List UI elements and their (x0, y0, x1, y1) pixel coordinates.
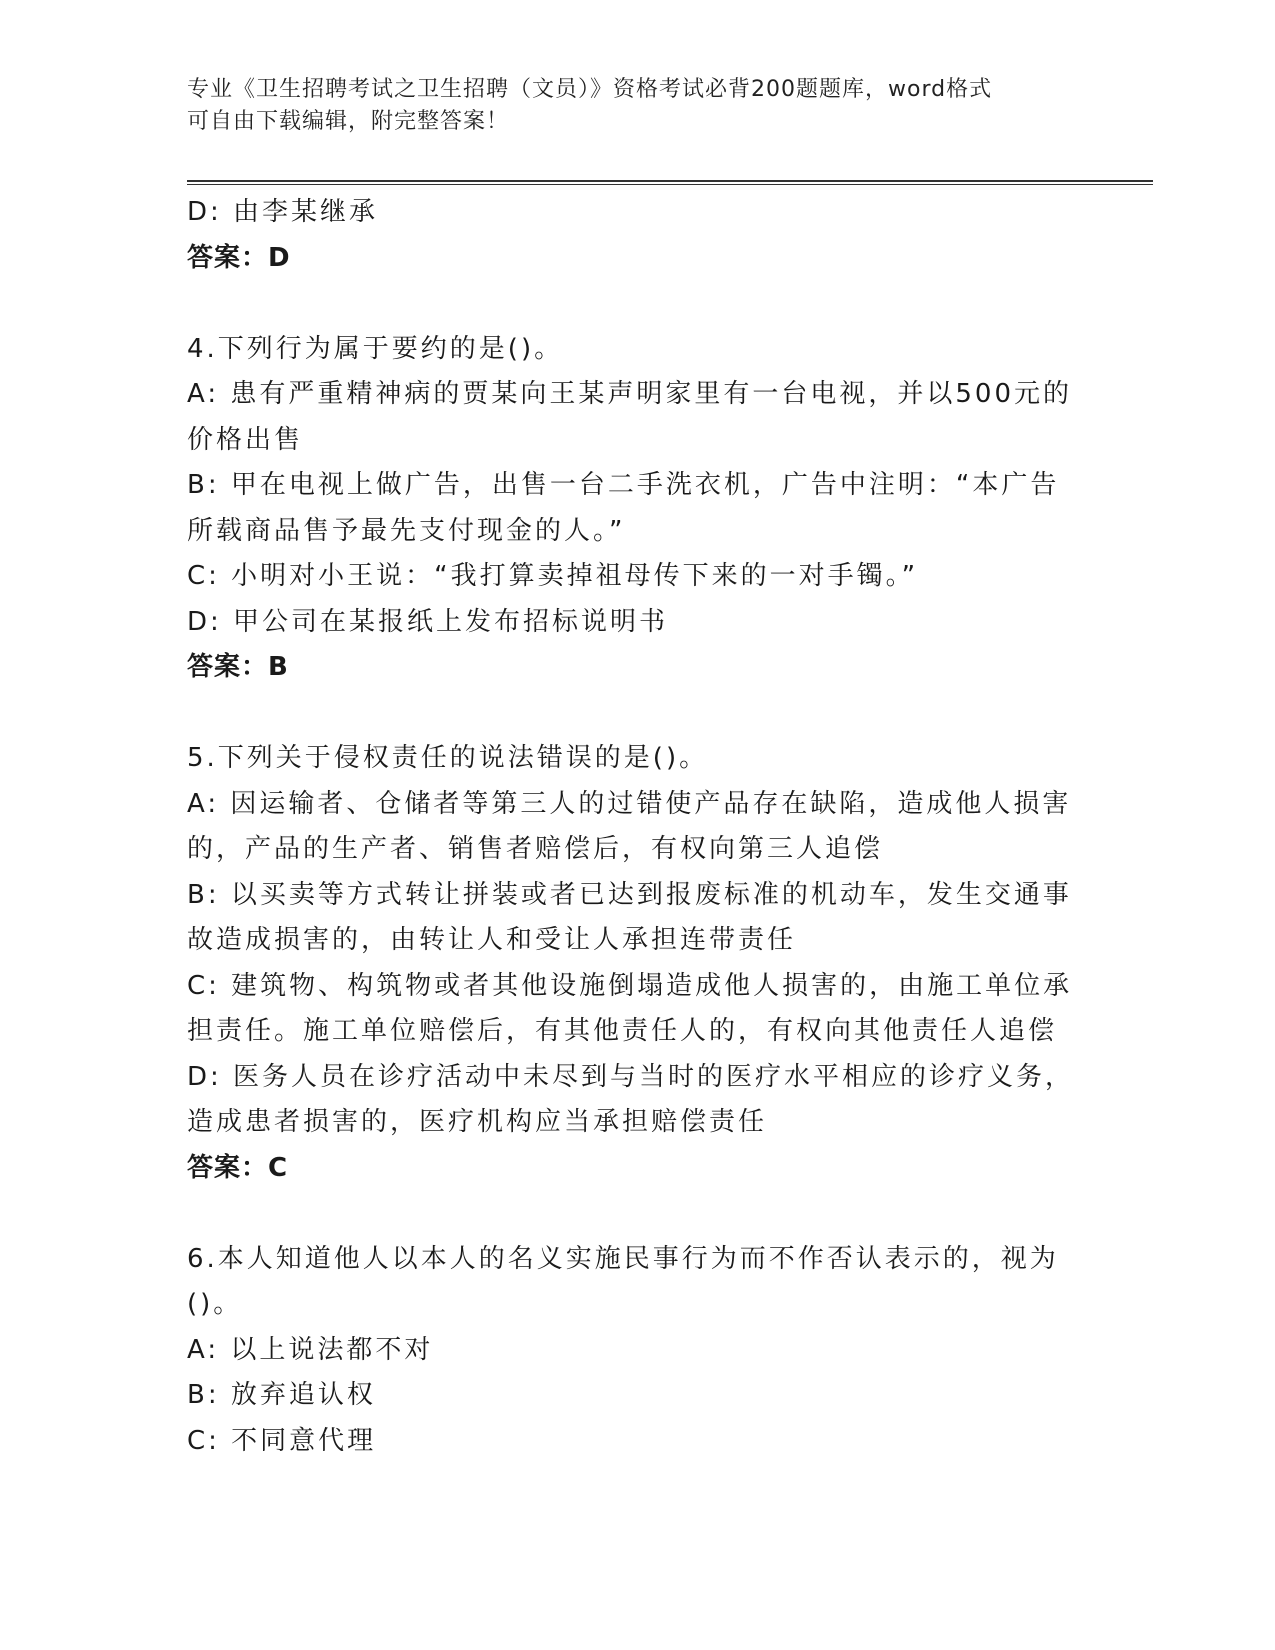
option-b: B: 甲在电视上做广告，出售一台二手洗衣机，广告中注明：“本广告 (187, 470, 1060, 500)
header-divider (187, 180, 1153, 185)
question-stem: 6.本人知道他人以本人的名义实施民事行为而不作否认表示的，视为 (187, 1243, 1059, 1274)
option-b: B: 放弃追认权 (187, 1380, 376, 1410)
spacer (187, 1191, 1087, 1237)
spacer (187, 691, 1087, 737)
question-3-tail (187, 190, 1087, 281)
answer: 答案：B (187, 652, 289, 682)
option-b: B: 以买卖等方式转让拼装或者已达到报废标准的机动车，发生交通事 (187, 879, 1072, 910)
option-c-continued: 担责任。施工单位赔偿后，有其他责任人的，有权向其他责任人追偿 (187, 1016, 1058, 1046)
option-d: D: 医务人员在诊疗活动中未尽到与当时的医疗水平相应的诊疗义务， (187, 1061, 1075, 1092)
question-stem: 5.下列关于侵权责任的说法错误的是()。 (187, 743, 709, 773)
option-a: A: 患有严重精神病的贾某向王某声明家里有一台电视，并以500元的 (187, 379, 1072, 409)
option-b-continued: 故造成损害的，由转让人和受让人承担连带责任 (187, 925, 797, 955)
question-stem: 4.下列行为属于要约的是()。 (187, 333, 564, 364)
answer: 答案：C (187, 1152, 289, 1183)
header-title-line-1: 专业《卫生招聘考试之卫生招聘（文员）》资格考试必背200题题库，word格式 (187, 77, 993, 102)
question-stem-continued: ()。 (187, 1289, 243, 1319)
question-4 (187, 327, 1087, 691)
option-a: A: 以上说法都不对 (187, 1334, 434, 1365)
header-title-line-2: 可自由下载编辑，附完整答案！ (187, 109, 510, 134)
document-header (187, 74, 1067, 138)
option-c: C: 小明对小王说：“我打算卖掉祖母传下来的一对手镯。” (187, 561, 919, 591)
option-d: D: 甲公司在某报纸上发布招标说明书 (187, 606, 669, 637)
option-a-continued: 价格出售 (187, 424, 304, 455)
question-6 (187, 1237, 1087, 1465)
question-5 (187, 736, 1087, 1191)
option-a: A: 因运输者、仓储者等第三人的过错使产品存在缺陷，造成他人损害 (187, 788, 1072, 819)
option-b-continued: 所载商品售予最先支付现金的人。” (187, 515, 626, 546)
spacer (187, 281, 1087, 327)
option-c: C: 不同意代理 (187, 1425, 377, 1456)
question-list (187, 190, 1087, 1464)
option-c: C: 建筑物、构筑物或者其他设施倒塌造成他人损害的，由施工单位承 (187, 970, 1073, 1001)
option-d-continued: 造成患者损害的，医疗机构应当承担赔偿责任 (187, 1107, 768, 1137)
answer: 答案：D (187, 242, 291, 273)
option-a-continued: 的，产品的生产者、销售者赔偿后，有权向第三人追偿 (187, 834, 884, 864)
option-d: D: 由李某继承 (187, 197, 379, 227)
